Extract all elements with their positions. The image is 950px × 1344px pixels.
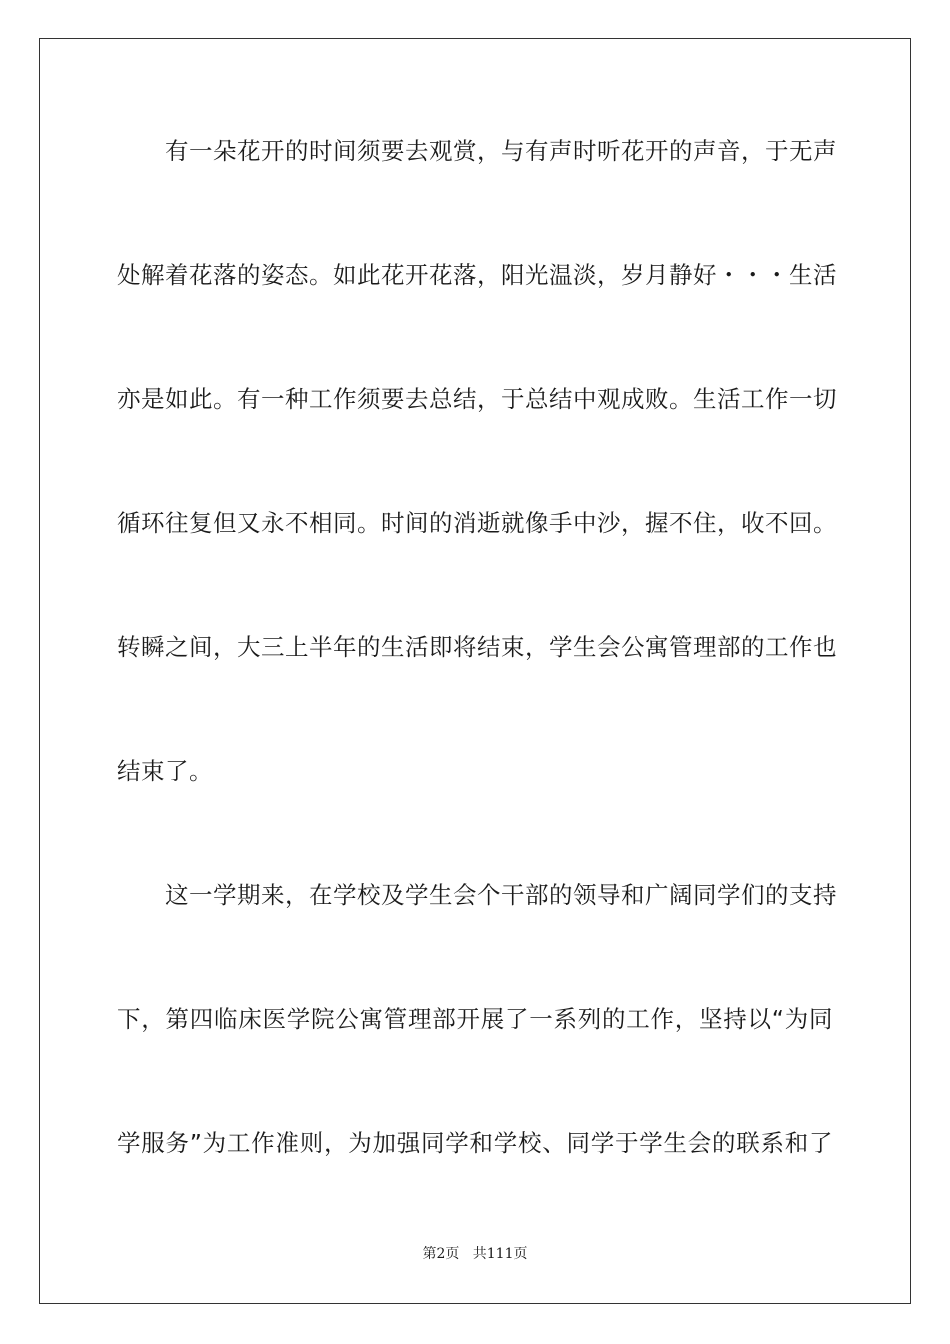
total-pages: 111 xyxy=(486,1246,514,1262)
paragraph-line-9: 学服务”为工作准则，为加强同学和学校、同学于学生会的联系和了 xyxy=(117,1129,833,1157)
paragraph-line-2: 处解着花落的姿态。如此花开花落，阳光温淡，岁月静好・・・生活 xyxy=(117,261,837,289)
total-prefix: 共 xyxy=(472,1246,487,1262)
paragraph-line-4: 循环往复但又永不相同。时间的消逝就像手中沙，握不住，收不回。 xyxy=(117,509,837,537)
page-footer xyxy=(0,1244,950,1264)
page-prefix: 第 xyxy=(422,1246,437,1262)
page-number: 2 xyxy=(436,1246,446,1262)
paragraph-line-1: 有一朵花开的时间须要去观赏，与有声时听花开的声音，于无声 xyxy=(165,137,837,165)
paragraph-line-3: 亦是如此。有一种工作须要去总结，于总结中观成败。生活工作一切 xyxy=(117,385,837,413)
page-border xyxy=(39,38,911,1304)
paragraph-line-5: 转瞬之间，大三上半年的生活即将结束，学生会公寓管理部的工作也 xyxy=(117,633,837,661)
paragraph-line-7: 这一学期来，在学校及学生会个干部的领导和广阔同学们的支持 xyxy=(165,881,837,909)
page-suffix: 页 xyxy=(445,1246,460,1262)
paragraph-line-8: 下，第四临床医学院公寓管理部开展了一系列的工作，坚持以“为同 xyxy=(117,1005,833,1033)
paragraph-line-6: 结束了。 xyxy=(117,757,213,785)
total-suffix: 页 xyxy=(513,1246,528,1262)
